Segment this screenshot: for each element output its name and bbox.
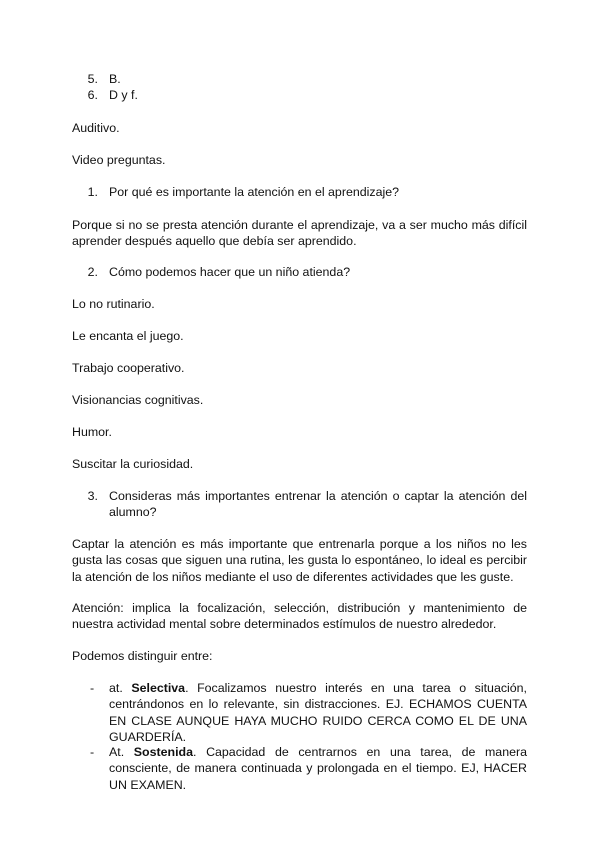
distinguish-label: Podemos distinguir entre:: [72, 649, 213, 663]
answer-2-item: Visionancias cognitivas.: [72, 393, 204, 407]
question-number: 3.: [87, 489, 98, 503]
paragraph-video-preguntas: Video preguntas.: [72, 153, 166, 167]
type-term: Sostenida: [133, 745, 193, 759]
type-term: Selectiva: [131, 681, 186, 695]
definition-paragraph: Atención: implica la focalización, selección, distribución y mantenimiento de nuestra actividad mental sobre determinados estímulos de nuestro alrededor.: [72, 601, 527, 632]
answer-2-item: Lo no rutinario.: [72, 297, 155, 311]
list-item: D y f.: [109, 88, 138, 102]
answer-3: Captar la atención es más importante que entrenarla porque a los niños no les gusta las cosas que siguen una rutina, les gusta lo espontáneo, lo ideal es percibir la atención de los niños mediante el uso de diferentes actividades que les guste.: [72, 537, 527, 584]
question-3: Consideras más importantes entrenar la atención o captar la atención del alumno?: [109, 489, 527, 520]
answer-2-item: Humor.: [72, 425, 112, 439]
list-number: 6.: [87, 88, 98, 102]
question-number: 2.: [87, 265, 98, 279]
attention-type-item: [109, 744, 527, 793]
answer-2-item: Le encanta el juego.: [72, 329, 184, 343]
attention-type-item: [109, 680, 527, 745]
type-prefix: At.: [109, 745, 134, 759]
dash-bullet: -: [90, 681, 95, 695]
question-2: Cómo podemos hacer que un niño atienda?: [109, 265, 351, 279]
answer-2-item: Suscitar la curiosidad.: [72, 457, 194, 471]
dash-bullet: -: [90, 745, 95, 759]
paragraph-auditivo: Auditivo.: [72, 121, 120, 135]
question-1: Por qué es importante la atención en el aprendizaje?: [109, 185, 399, 199]
list-item: B.: [109, 72, 121, 86]
type-prefix: at.: [109, 681, 132, 695]
type-description: . Capacidad de centrarnos en una tarea, de manera consciente, de manera continuada y prolongada en el tiempo. EJ, HACER UN EXAMEN.: [109, 745, 527, 792]
answer-1: Porque si no se presta atención durante el aprendizaje, va a ser mucho más difícil aprender después aquello que debía ser aprendido.: [72, 218, 527, 249]
list-number: 5.: [87, 72, 98, 86]
question-number: 1.: [87, 185, 98, 199]
type-description: . Focalizamos nuestro interés en una tarea o situación, centrándonos en lo relevante, sin distracciones. EJ. ECHAMOS CUENTA EN CLASE AUNQUE HAYA MUCHO RUIDO CERCA COMO EL DE UNA GUARDERÍA.: [109, 681, 528, 744]
answer-2-item: Trabajo cooperativo.: [72, 361, 185, 375]
